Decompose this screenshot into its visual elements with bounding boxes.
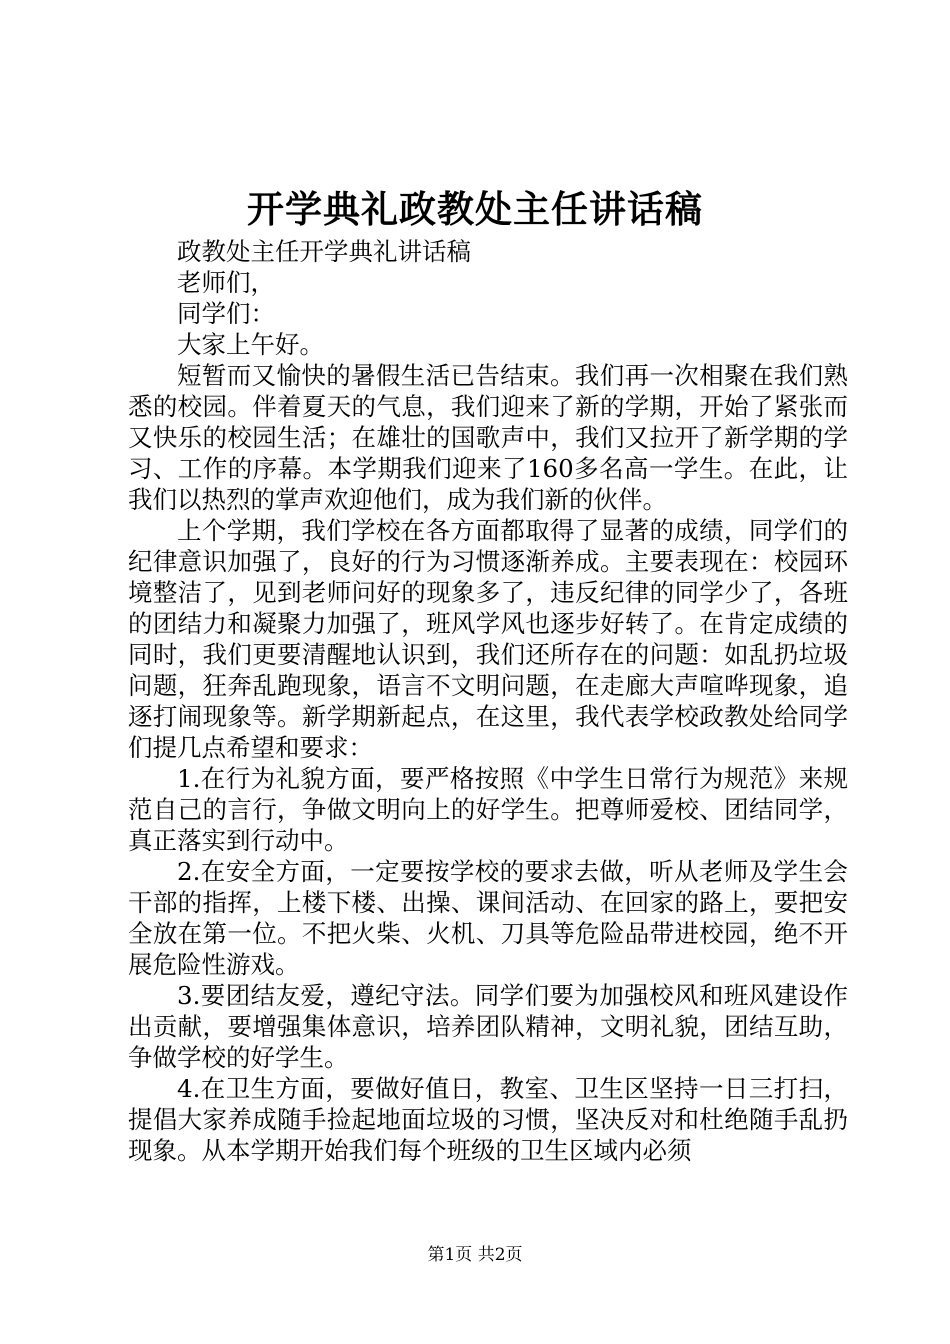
paragraph-subtitle: 政教处主任开学典礼讲话稿 bbox=[177, 237, 471, 266]
paragraph-point-2: 2.在安全方面，一定要按学校的要求去做，听从老师及学生会干部的指挥，上楼下楼、出操、课间活动、在回家的路上，要把安全放在第一位。不把火柴、火机、刀具等危险品带进校园，绝不开展危险性游戏。 bbox=[128, 857, 848, 979]
page-title: 开学典礼政教处主任讲话稿 bbox=[247, 187, 703, 231]
paragraph-greeting-teachers: 老师们， bbox=[177, 268, 275, 297]
paragraph-point-3: 3.要团结友爱，遵纪守法。同学们要为加强校风和班风建设作出贡献，要增强集体意识，培养团队精神，文明礼貌，团结互助，争做学校的好学生。 bbox=[128, 981, 848, 1072]
document-body bbox=[128, 236, 848, 1166]
paragraph-last-semester: 上个学期，我们学校在各方面都取得了显著的成绩，同学们的纪律意识加强了，良好的行为习惯逐渐养成。主要表现在：校园环境整洁了，见到老师问好的现象多了，违反纪律的同学少了，各班的团结力和凝聚力加强了，班风学风也逐步好转了。在肯定成绩的同时，我们更要清醒地认识到，我们还所存在的问题：如乱扔垃圾问题，狂奔乱跑现象，语言不文明问题，在走廊大声喧哗现象，追逐打闹现象等。新学期新起点，在这里，我代表学校政教处给同学们提几点希望和要求： bbox=[128, 516, 848, 762]
paragraph-greeting-students: 同学们： bbox=[177, 299, 275, 328]
paragraph-good-morning: 大家上午好。 bbox=[177, 330, 324, 359]
paragraph-intro: 短暂而又愉快的暑假生活已告结束。我们再一次相聚在我们熟悉的校园。伴着夏天的气息，我们迎来了新的学期，开始了紧张而又快乐的校园生活；在雄壮的国歌声中，我们又拉开了新学期的学习、工作的序幕。本学期我们迎来了160多名高一学生。在此，让我们以热烈的掌声欢迎他们，成为我们新的伙伴。 bbox=[128, 361, 848, 514]
paragraph-point-4: 4.在卫生方面，要做好值日，教室、卫生区坚持一日三打扫，提倡大家养成随手捡起地面垃圾的习惯，坚决反对和杜绝随手乱扔现象。从本学期开始我们每个班级的卫生区域内必须 bbox=[128, 1074, 848, 1165]
paragraph-point-1: 1.在行为礼貌方面，要严格按照《中学生日常行为规范》来规范自己的言行，争做文明向上的好学生。把尊师爱校、团结同学，真正落实到行动中。 bbox=[128, 764, 848, 855]
page-footer: 第1页 共2页 bbox=[427, 1245, 523, 1265]
